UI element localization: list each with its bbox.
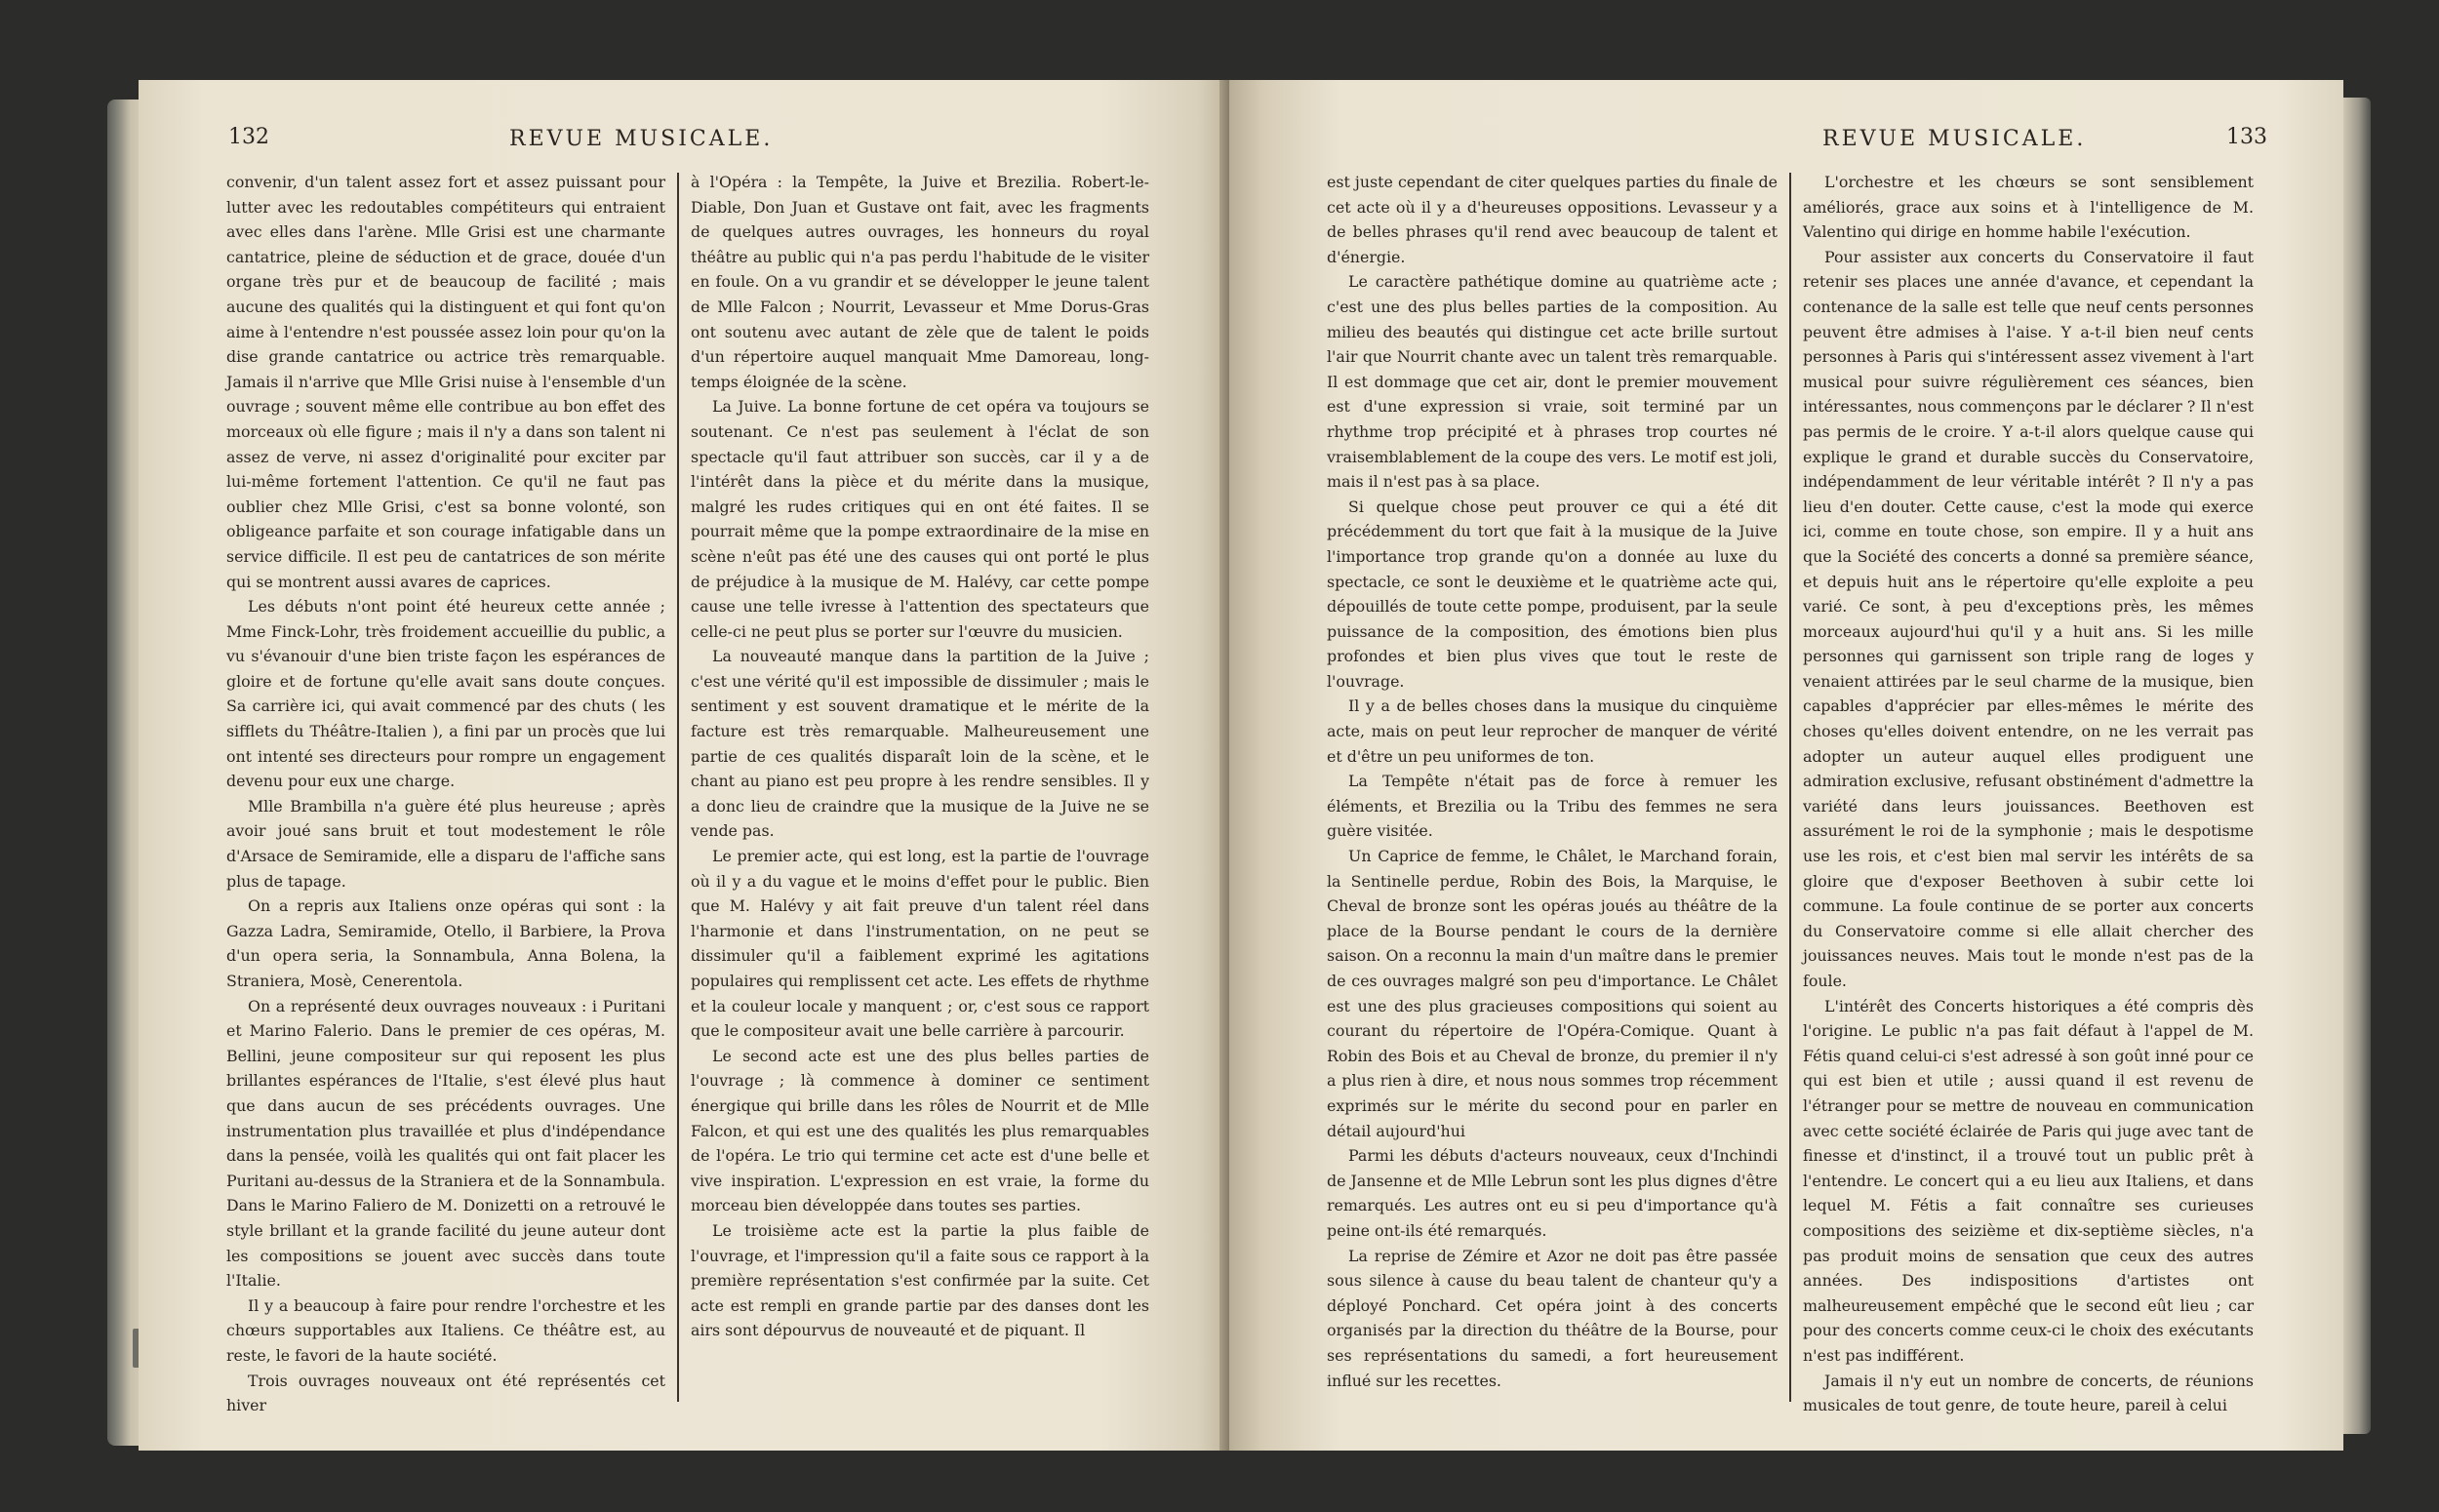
page-number-left: 132 bbox=[228, 125, 269, 149]
paragraph: Pour assister aux concerts du Conservatoire il faut retenir ses places une année d'avance, et cependant la contenance de la salle est telle que neuf cents personnes peuvent être admises à l'aise. Y a-t-il bien neuf cents personnes à Paris qui s'intéressent assez vivement à l'art musical pour suivre régulièrement ces séances, bien intéressantes, nous commençons par le déclarer ? Il n'est pas permis de le croire. Y a-t-il alors quelque cause qui explique le grand et durable succès du Conservatoire, indépendamment de leur véritable intérêt ? Il n'y a pas lieu d'en douter. Cette cause, c'est la mode qui exerce ici, comme en toute chose, son empire. Il y a huit ans que la Société des concerts a donné sa première séance, et depuis huit ans le répertoire qu'elle exploite a peu varié. Ce sont, à peu d'exceptions près, les mêmes morceaux aujourd'hui qu'il y a huit ans. Si les mille personnes qui garnissent son triple rang de loges y venaient attirées par le seul charme de la musique, bien capables d'apprécier par elles-mêmes le mérite des choses qu'elles doivent entendre, on ne les verrait pas adopter un auteur auquel elles prodiguent une admiration exclusive, refusant obstinément d'admettre la variété dans leurs jouissances. Beethoven est assurément le roi de la symphonie ; mais le despotisme use les rois, et c'est bien mal servir les intérêts de sa gloire que d'exposer Beethoven à subir cette loi commune. La foule continue de se porter aux concerts du Conservatoire comme si elle allait chercher des jouissances neuves. Mais tout le monde n'est pas de la foule. bbox=[1803, 247, 2254, 990]
open-book bbox=[107, 80, 2371, 1465]
paragraph: L'intérêt des Concerts historiques a été compris dès l'origine. Le public n'a pas fait défaut à l'appel de M. Fétis quand celui-ci s'est adressé à son goût inné pour ce qui est bien et utile ; aussi quand il est revenu de l'étranger pour se mettre de nouveau en communication avec cette société éclairée de Paris qui juge avec tant de finesse et d'instinct, il a trouvé tout un public prêt à l'entendre. Le concert qui a eu lieu aux Italiens, et dans lequel M. Fétis a fait connaître ses curieuses compositions des seizième et dix-septième siècles, n'a pas produit moins de sensation que ceux des autres années. Des indispositions d'artistes ont malheureusement empêché que le second eût lieu ; car pour des concerts comme ceux-ci le choix des exécutants n'est pas indifférent. bbox=[1803, 996, 2254, 1365]
paragraph: est juste cependant de citer quelques parties du finale de cet acte où il y a d'heureuses oppositions. Levasseur y a de belles phrases qu'il rend avec beaucoup de talent et d'énergie. bbox=[1327, 173, 1778, 266]
paragraph: Les débuts n'ont point été heureux cette année ; Mme Finck-Lohr, très froidement accueillie du public, a vu s'évanouir d'une bien triste façon les espérances de gloire et de fortune qu'elle avait sans doute conçues. Sa carrière ici, qui avait commencé par des chuts ( les sifflets du Théâtre-Italien ), a fini par un procès que lui ont intenté ses directeurs pour rompre un engagement devenu pour eux une charge. bbox=[226, 597, 665, 791]
paragraph: convenir, d'un talent assez fort et assez puissant pour lutter avec les redoutables compétiteurs qui entraient avec elles dans l'arène. Mlle Grisi est une charmante cantatrice, pleine de séduction et de grace, douée d'un organe très pur et de beaucoup de facilité ; mais aucune des qualités qui la distinguent et qui font qu'on aime à l'entendre n'est poussée assez loin pour qu'on la dise grande cantatrice ou actrice très remarquable. Jamais il n'arrive que Mlle Grisi nuise à l'ensemble d'un ouvrage ; souvent même elle contribue au bon effet des morceaux où elle figure ; mais il n'y a dans son talent ni assez de verve, ni assez d'originalité pour exciter par lui-même fortement l'attention. Ce qu'il ne faut pas oublier chez Mlle Grisi, c'est sa bonne volonté, son obligeance parfaite et son courage infatigable dans un service difficile. Il est peu de cantatrices de son mérite qui se montrent aussi avares de caprices. bbox=[226, 173, 665, 591]
paragraph: Le premier acte, qui est long, est la partie de l'ouvrage où il y a du vague et le moins d'effet pour le public. Bien que M. Halévy y ait fait preuve d'un talent réel dans l'harmonie et dans l'instrumentation, on ne peut se dissimuler qu'il a faiblement exprimé les agitations populaires qui remplissent cet acte. Les effets de rhythme et la couleur locale y manquent ; or, c'est sous ce rapport que le compositeur avait une belle carrière à parcourir. bbox=[691, 847, 1149, 1041]
column-rule-left bbox=[677, 173, 679, 1402]
paragraph: Trois ouvrages nouveaux ont été représentés cet hiver bbox=[226, 1371, 665, 1415]
left-page bbox=[139, 80, 1231, 1451]
paragraph: Un Caprice de femme, le Châlet, le Marchand forain, la Sentinelle perdue, Robin des Bois, la Marquise, le Cheval de bronze sont les opéras joués au théâtre de la place de la Bourse pendant le cours de la dernière saison. On a reconnu la main d'un maître dans le premier de ces ouvrages malgré son peu d'importance. Le Châlet est une des plus gracieuses compositions qui soient au courant du répertoire de l'Opéra-Comique. Quant à Robin des Bois et au Cheval de bronze, du premier il n'y a plus rien à dire, et nous nous sommes trop récemment exprimés sur le mérite du second pour en parler en détail aujourd'hui bbox=[1327, 847, 1778, 1140]
page-number-right: 133 bbox=[2226, 125, 2267, 149]
paragraph: On a représenté deux ouvrages nouveaux : i Puritani et Marino Falerio. Dans le premier de ces opéras, M. Bellini, jeune compositeur sur qui reposent les plus brillantes espérances de l'Italie, s'est élevé plus haut que dans aucun de ses précédents ouvrages. Une instrumentation plus travaillée et plus d'indépendance dans la pensée, voilà les qualités qui ont fait placer les Puritani au-dessus de la Straniera et de la Sonnambula. Dans le Marino Faliero de M. Donizetti on a retrouvé le style brillant et la grande facilité du jeune auteur dont les compositions se jouent avec succès dans toute l'Italie. bbox=[226, 996, 665, 1291]
paragraph: Il y a de belles choses dans la musique du cinquième acte, mais on peut leur reprocher de manquer de vérité et d'être un peu uniformes de ton. bbox=[1327, 696, 1778, 766]
running-head-right: REVUE MUSICALE. bbox=[1822, 127, 2087, 151]
paragraph: La nouveauté manque dans la partition de la Juive ; c'est une vérité qu'il est impossible de dissimuler ; mais le sentiment y est souvent dramatique et le mérite de la facture est très remarquable. Malheureusement une partie de ces qualités disparaît loin de la scène, et le chant au piano est peu propre à les rendre sensibles. Il y a donc lieu de craindre que la musique de la Juive ne se vende pas. bbox=[691, 647, 1149, 841]
paragraph: L'orchestre et les chœurs se sont sensiblement améliorés, grace aux soins et à l'intelligence de M. Valentino qui dirige en homme habile l'exécution. bbox=[1803, 173, 2254, 242]
running-head-left: REVUE MUSICALE. bbox=[509, 127, 774, 151]
paragraph: On a repris aux Italiens onze opéras qui sont : la Gazza Ladra, Semiramide, Otello, il Barbiere, la Prova d'un opera seria, la Sonnambula, Anna Bolena, la Straniera, Mosè, Cenerentola. bbox=[226, 896, 665, 990]
paragraph: Si quelque chose peut prouver ce qui a été dit précédemment du tort que fait à la musique de la Juive l'importance trop grande qu'on a donnée au luxe du spectacle, ce sont le deuxième et le quatrième acte qui, dépouillés de toute cette pompe, produisent, par la seule puissance de la composition, des émotions bien plus profondes et bien plus vives que tout le reste de l'ouvrage. bbox=[1327, 497, 1778, 691]
right-column-2 bbox=[1803, 170, 2254, 1418]
paragraph: Parmi les débuts d'acteurs nouveaux, ceux d'Inchindi de Jansenne et de Mlle Lebrun sont les plus dignes d'être remarqués. Les autres ont eu si peu d'importance qu'à peine ont-ils été remarqués. bbox=[1327, 1146, 1778, 1240]
left-column-1 bbox=[226, 170, 665, 1418]
paragraph: à l'Opéra : la Tempête, la Juive et Brezilia. Robert-le-Diable, Don Juan et Gustave ont fait, avec les fragments de quelques autres ouvrages, les honneurs du royal théâtre au public qui n'a pas perdu l'habitude de le visiter en foule. On a vu grandir et se développer le jeune talent de Mlle Falcon ; Nourrit, Levasseur et Mme Dorus-Gras ont soutenu avec autant de zèle que de talent le poids d'un répertoire auquel manquait Mme Damoreau, long-temps éloignée de la scène. bbox=[691, 173, 1149, 391]
paragraph: Le caractère pathétique domine au quatrième acte ; c'est une des plus belles parties de la composition. Au milieu des beautés qui distingue cet acte brille surtout l'air que Nourrit chante avec un talent très remarquable. Il est dommage que cet air, dont le premier mouvement est d'une expression si vraie, soit terminé par un rhythme trop précipité et à phrases trop courtes né vraisemblablement de la coupe des vers. Le motif est joli, mais il n'est pas à sa place. bbox=[1327, 272, 1778, 492]
paragraph: Le troisième acte est la partie la plus faible de l'ouvrage, et l'impression qu'il a faite sous ce rapport à la première représentation s'est confirmée par la suite. Cet acte est rempli en grande partie par des danses dont les airs sont dépourvus de nouveauté et de piquant. Il bbox=[691, 1220, 1149, 1340]
paragraph: Il y a beaucoup à faire pour rendre l'orchestre et les chœurs supportables aux Italiens. Ce théâtre est, au reste, le favori de la haute société. bbox=[226, 1295, 665, 1365]
page-edges-right bbox=[2341, 98, 2371, 1434]
right-page bbox=[1229, 80, 2343, 1451]
paragraph: La Juive. La bonne fortune de cet opéra va toujours se soutenant. Ce n'est pas seulement à l'éclat de son spectacle qu'il faut attribuer son succès, car il y a de l'intérêt dans la pièce et du mérite dans la musique, malgré les rudes critiques qui en ont été faites. Il se pourrait même que la pompe extraordinaire de la mise en scène n'eût pas été une des causes qui ont porté le plus de préjudice à la musique de M. Halévy, car cette pompe cause une telle ivresse à l'attention des spectateurs que celle-ci ne peut plus se porter sur l'œuvre du musicien. bbox=[691, 397, 1149, 641]
paragraph: Mlle Brambilla n'a guère été plus heureuse ; après avoir joué sans bruit et tout modestement le rôle d'Arsace de Semiramide, elle a disparu de l'affiche sans plus de tapage. bbox=[226, 796, 665, 891]
right-column-1 bbox=[1327, 170, 1778, 1393]
paragraph: Le second acte est une des plus belles parties de l'ouvrage ; là commence à dominer ce sentiment énergique qui brille dans les rôles de Nourrit et de Mlle Falcon, et qui est une des qualités les plus remarquables de l'opéra. Le trio qui termine cet acte est d'une belle et vive inspiration. L'expression en est vraie, la forme du morceau bien développée dans toutes ses parties. bbox=[691, 1046, 1149, 1215]
paragraph: La reprise de Zémire et Azor ne doit pas être passée sous silence à cause du beau talent de chanteur qu'y a déployé Ponchard. Cet opéra joint à des concerts organisés par la direction du théâtre de la Bourse, pour ses représentations du samedi, a fort heureusement influé sur les recettes. bbox=[1327, 1246, 1778, 1390]
paragraph: Jamais il n'y eut un nombre de concerts, de réunions musicales de tout genre, de toute heure, pareil à celui bbox=[1803, 1371, 2254, 1415]
left-column-2 bbox=[691, 170, 1149, 1343]
column-rule-right bbox=[1789, 173, 1791, 1402]
paragraph: La Tempête n'était pas de force à remuer les éléments, et Brezilia ou la Tribu des femmes ne sera guère visitée. bbox=[1327, 772, 1778, 841]
